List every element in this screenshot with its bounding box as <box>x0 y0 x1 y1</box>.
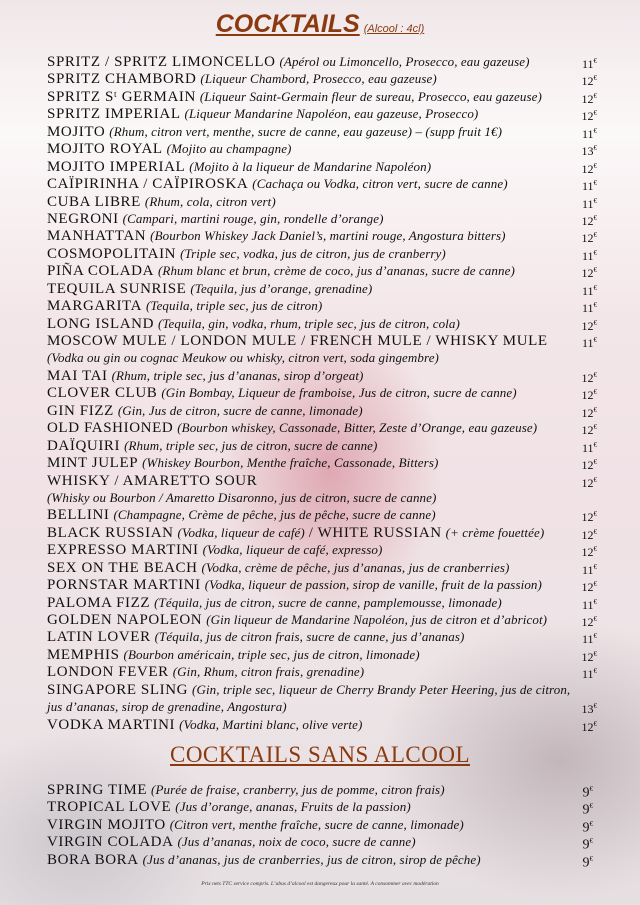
currency-symbol: € <box>593 649 597 658</box>
item-name: DAÏQUIRI <box>47 437 121 454</box>
item-name: PIÑA COLADA <box>47 263 155 280</box>
item-name: PALOMA FIZZ <box>47 594 151 611</box>
currency-symbol: € <box>593 580 597 589</box>
menu-item <box>47 193 597 210</box>
item-name: EXPRESSO MARTINI <box>47 542 199 559</box>
item-name: MOJITO <box>47 123 106 140</box>
item-name: MOSCOW MULE / LONDON MULE / FRENCH MULE / WHISKY MULE <box>47 333 548 349</box>
mocktail-list <box>47 781 597 871</box>
item-name-2: / WHITE RUSSIAN <box>308 524 442 541</box>
item-name: VIRGIN COLADA <box>47 834 174 851</box>
menu-item <box>47 70 597 87</box>
item-description: (Gin, Jus de citron, sucre de canne, limonade) <box>117 402 363 418</box>
item-name: SPRITZ / SPRITZ LIMONCELLO <box>47 54 276 70</box>
menu-item <box>47 175 597 192</box>
currency-symbol: € <box>593 545 597 554</box>
currency-symbol: € <box>593 388 597 397</box>
item-name: LONDON FEVER <box>47 664 169 681</box>
price-value: 12 <box>581 615 594 629</box>
currency-symbol: € <box>593 231 597 240</box>
item-description-continued: (Vodka ou gin ou cognac Meukow ou whisky, citron vert, soda gingembre) <box>47 350 439 366</box>
price-value: 12 <box>581 91 594 106</box>
item-description-2: (+ crème fouettée) <box>445 524 545 540</box>
price-value: 9 <box>582 803 590 819</box>
currency-symbol: € <box>589 837 593 846</box>
item-description: (Liqueur Chambord, Prosecco, eau gazeuse) <box>200 71 437 87</box>
menu-item <box>47 384 597 401</box>
menu-item <box>47 332 597 349</box>
currency-symbol: € <box>593 109 597 118</box>
price-value: 12 <box>581 719 594 734</box>
price-value: 12 <box>581 74 594 89</box>
currency-symbol: € <box>593 336 597 344</box>
item-description: (Vodka, Martini blanc, olive verte) <box>179 716 363 732</box>
currency-symbol: € <box>593 370 597 379</box>
currency-symbol: € <box>593 440 597 449</box>
menu-item <box>47 611 597 628</box>
menu-item <box>47 227 597 244</box>
price-value: 12 <box>581 231 594 246</box>
currency-symbol: € <box>593 632 597 641</box>
price-value: 12 <box>581 475 594 490</box>
menu-item <box>47 663 597 680</box>
menu-item <box>47 245 597 262</box>
currency-symbol: € <box>593 405 597 414</box>
item-description: (Gin liqueur de Mandarine Napoléon, jus de citron et d’abricot) <box>206 612 548 627</box>
currency-symbol: € <box>593 510 597 519</box>
item-description: (Jus d’ananas, noix de coco, sucre de canne) <box>177 834 416 850</box>
item-description: (Bourbon Whiskey Jack Daniel’s, martini rouge, Angostura bitters) <box>150 228 506 244</box>
item-description: (Jus d’orange, ananas, Fruits de la passion) <box>175 799 411 815</box>
item-name: SPRITZ CHAMBORD <box>47 71 197 88</box>
price <box>582 716 598 736</box>
item-name: MINT JULEP <box>47 455 139 472</box>
item-description: (Rhum, cola, citron vert) <box>144 193 276 209</box>
menu-item <box>47 681 597 698</box>
item-name: MEMPHIS <box>47 646 120 663</box>
currency-symbol: € <box>593 126 597 135</box>
currency-symbol: € <box>593 248 597 257</box>
menu-item <box>47 524 597 541</box>
currency-symbol: € <box>593 615 597 623</box>
item-name: GOLDEN NAPOLEON <box>47 612 203 628</box>
menu-item <box>47 402 597 419</box>
menu-item <box>47 628 597 645</box>
item-name: CUBA LIBRE <box>47 193 141 210</box>
item-name: MARGARITA <box>47 298 143 315</box>
price-value: 9 <box>582 837 590 853</box>
item-name: MANHATTAN <box>47 228 147 245</box>
menu-item <box>47 716 597 733</box>
price-value: 12 <box>581 388 594 403</box>
item-description-continued: jus d’ananas, sirop de grenadine, Angostura) <box>47 699 287 715</box>
currency-symbol: € <box>593 719 597 728</box>
menu-item <box>47 833 597 853</box>
menu-item <box>47 297 597 314</box>
item-description: (Téquila, jus de citron frais, sucre de canne, jus d’ananas) <box>154 629 465 645</box>
menu-item <box>47 123 597 140</box>
footer-note: Prix nets TTC service compris. L’abus d’alcool est dangereux pour la santé. A consommer avec modération <box>201 881 439 887</box>
currency-symbol: € <box>593 74 597 83</box>
item-name: MAI TAI <box>47 367 108 384</box>
currency-symbol: € <box>593 597 597 606</box>
currency-symbol: € <box>589 819 593 828</box>
menu-item <box>47 646 597 663</box>
item-name: SPRITZ IMPERIAL <box>47 106 181 123</box>
item-name: SPRING TIME <box>47 782 148 798</box>
item-name: SEX ON THE BEACH <box>47 559 198 576</box>
menu-item <box>47 140 597 157</box>
menu-item <box>47 472 597 489</box>
item-name: WHISKY / AMARETTO SOUR <box>47 472 258 489</box>
item-description: (Campari, martini rouge, gin, rondelle d’orange) <box>122 210 384 226</box>
currency-symbol: € <box>589 785 593 793</box>
price-value: 12 <box>581 266 594 281</box>
price-value: 12 <box>581 458 594 473</box>
menu-item <box>47 367 597 384</box>
menu-item <box>47 105 597 122</box>
menu-item <box>47 559 597 576</box>
price-value: 12 <box>581 318 594 333</box>
menu-item <box>47 851 597 871</box>
item-name: MOJITO ROYAL <box>47 141 163 158</box>
price-value: 9 <box>582 820 590 836</box>
price-value: 12 <box>581 161 594 176</box>
item-description: (Apérol ou Limoncello, Prosecco, eau gazeuse) <box>279 54 530 69</box>
currency-symbol: € <box>593 562 597 571</box>
price-value: 11 <box>581 632 594 647</box>
currency-symbol: € <box>589 802 593 811</box>
item-description: (Vodka, liqueur de café) <box>177 524 305 540</box>
item-description: (Tequila, gin, vodka, rhum, triple sec, jus de citron, cola) <box>157 315 460 331</box>
item-name: MOJITO IMPERIAL <box>47 158 186 175</box>
item-name: BELLINI <box>47 507 110 524</box>
item-description: (Tequila, jus d’orange, grenadine) <box>190 280 373 296</box>
item-name: SINGAPORE SLING <box>47 681 189 698</box>
item-description: (Vodka, liqueur de passion, sirop de vanille, fruit de la passion) <box>204 577 542 593</box>
menu-item <box>47 594 597 611</box>
currency-symbol: € <box>593 423 597 432</box>
price-value: 12 <box>581 545 594 560</box>
price-value: 12 <box>581 527 594 542</box>
item-description: (Liqueur Saint-Germain fleur de sureau, Prosecco, eau gazeuse) <box>199 88 542 104</box>
price-value: 12 <box>581 370 594 385</box>
item-description: (Gin, Rhum, citron frais, grenadine) <box>172 664 365 680</box>
price-value: 12 <box>581 510 594 525</box>
item-name: SPRITZ Sᵗ GERMAIN <box>47 88 196 105</box>
item-description: (Jus d’ananas, jus de cranberries, jus de citron, sirop de pêche) <box>142 851 481 867</box>
item-description: (Gin, triple sec, liqueur de Cherry Brandy Peter Heering, jus de citron, <box>192 681 571 697</box>
title-main: COCKTAILS <box>215 10 360 38</box>
currency-symbol: € <box>593 266 597 275</box>
price-value: 9 <box>582 855 590 871</box>
menu-item <box>47 576 597 593</box>
item-name: NEGRONI <box>47 210 119 227</box>
currency-symbol: € <box>593 301 597 310</box>
item-name: TEQUILA SUNRISE <box>47 280 187 297</box>
menu-item <box>47 280 597 297</box>
menu-item <box>47 315 597 332</box>
page-title <box>0 10 640 39</box>
price-value: 12 <box>581 580 594 595</box>
price-value: 12 <box>581 213 594 228</box>
currency-symbol: € <box>593 213 597 222</box>
menu-item <box>47 541 597 558</box>
item-name: TROPICAL LOVE <box>47 799 172 816</box>
item-description: (Triple sec, vodka, jus de citron, jus de cranberry) <box>180 245 446 261</box>
price-value: 11 <box>581 597 594 612</box>
item-name: LATIN LOVER <box>47 629 151 646</box>
currency-symbol: € <box>593 527 597 536</box>
item-description: (Citron vert, menthe fraîche, sucre de canne, limonade) <box>169 816 464 832</box>
menu-item <box>47 437 597 454</box>
section-title-sans-alcool: COCKTAILS SANS ALCOOL <box>169 742 471 767</box>
menu-item <box>47 262 597 279</box>
item-description: (Champagne, Crème de pêche, jus de pêche, sucre de canne) <box>113 507 436 523</box>
price-value: 11 <box>581 126 594 141</box>
menu-item-continuation <box>47 349 597 366</box>
menu-item <box>47 210 597 227</box>
item-name: PORNSTAR MARTINI <box>47 577 201 594</box>
currency-symbol: € <box>593 318 597 327</box>
menu-item <box>47 158 597 175</box>
menu-item <box>47 454 597 471</box>
price <box>583 851 594 872</box>
item-description: (Bourbon whiskey, Cassonade, Bitter, Zeste d’Orange, eau gazeuse) <box>177 420 538 436</box>
item-description: (Purée de fraise, cranberry, jus de pomme, citron frais) <box>151 782 445 797</box>
currency-symbol: € <box>593 458 597 467</box>
menu-item <box>47 419 597 436</box>
currency-symbol: € <box>589 854 593 863</box>
price-value: 11 <box>581 301 594 316</box>
item-description: (Vodka, crème de pêche, jus d’ananas, jus de cranberries) <box>201 559 510 575</box>
item-description: (Cachaça ou Vodka, citron vert, sucre de canne) <box>252 176 508 192</box>
price-value: 12 <box>581 423 594 438</box>
price-value: 11 <box>581 248 594 263</box>
item-description: (Gin Bombay, Liqueur de framboise, Jus de citron, sucre de canne) <box>161 385 517 401</box>
item-name: LONG ISLAND <box>47 315 155 332</box>
item-description: (Téquila, jus de citron, sucre de canne, pamplemousse, limonade) <box>154 594 502 610</box>
price-value: 11 <box>581 336 594 350</box>
currency-symbol: € <box>593 196 597 205</box>
item-description: (Rhum, triple sec, jus d’ananas, sirop d’orgeat) <box>111 367 364 383</box>
price-value: 12 <box>581 405 594 420</box>
currency-symbol: € <box>593 283 597 292</box>
menu-item <box>47 816 597 836</box>
item-name: BORA BORA <box>47 851 139 868</box>
item-description: (Vodka, liqueur de café, expresso) <box>202 542 383 558</box>
currency-symbol: € <box>593 144 597 153</box>
price-value: 11 <box>581 179 594 194</box>
menu-item <box>47 798 597 819</box>
currency-symbol: € <box>593 475 597 484</box>
price-value: 12 <box>581 109 594 124</box>
menu-item <box>47 88 597 105</box>
currency-symbol: € <box>593 179 597 188</box>
price-value: 9 <box>582 785 590 801</box>
price-value: 11 <box>581 667 594 682</box>
menu-item-continuation <box>47 698 597 715</box>
price-value: 11 <box>581 196 594 211</box>
item-name: BLACK RUSSIAN <box>47 524 174 541</box>
item-description: (Mojito au champagne) <box>166 141 292 157</box>
item-name: VODKA MARTINI <box>47 716 176 733</box>
item-name: VIRGIN MOJITO <box>47 816 166 833</box>
item-name: OLD FASHIONED <box>47 420 174 437</box>
item-description: (Rhum, citron vert, menthe, sucre de canne, eau gazeuse) – (supp fruit 1€) <box>109 123 503 139</box>
price-value: 11 <box>581 57 594 71</box>
item-name: CLOVER CLUB <box>47 385 158 402</box>
item-name: CAÏPIRINHA / CAÏPIROSKA <box>47 176 249 193</box>
price-value: 11 <box>581 440 594 455</box>
price-value: 11 <box>581 562 594 577</box>
item-description: (Whiskey Bourbon, Menthe fraîche, Cassonade, Bitters) <box>142 455 439 471</box>
currency-symbol: € <box>593 702 597 711</box>
item-name: GIN FIZZ <box>47 402 114 419</box>
menu-item <box>47 506 597 523</box>
currency-symbol: € <box>593 161 597 170</box>
item-description: (Rhum blanc et brun, crème de coco, jus d’ananas, sucre de canne) <box>157 263 515 279</box>
item-description-continued: (Whisky ou Bourbon / Amaretto Disaronno, jus de citron, sucre de canne) <box>47 489 437 505</box>
title-subtitle: (Alcool : 4cl) <box>363 23 425 35</box>
currency-symbol: € <box>593 91 597 100</box>
menu-item <box>47 53 597 70</box>
price-value: 11 <box>581 283 594 298</box>
item-description: (Mojito à la liqueur de Mandarine Napoléon) <box>189 158 432 174</box>
price-value: 13 <box>581 144 594 159</box>
item-description: (Rhum, triple sec, jus de citron, sucre de canne) <box>124 437 378 453</box>
item-description: (Bourbon américain, triple sec, jus de citron, limonade) <box>123 646 420 662</box>
menu-item-continuation <box>47 489 597 506</box>
price-value: 12 <box>581 649 594 664</box>
menu-item <box>47 781 597 801</box>
price-value: 13 <box>581 702 594 717</box>
currency-symbol: € <box>593 667 597 676</box>
item-name: COSMOPOLITAIN <box>47 245 177 262</box>
cocktail-list <box>47 53 597 733</box>
item-description: (Tequila, triple sec, jus de citron) <box>146 298 323 314</box>
item-description: (Liqueur Mandarine Napoléon, eau gazeuse, Prosecco) <box>184 106 479 122</box>
currency-symbol: € <box>593 57 597 65</box>
